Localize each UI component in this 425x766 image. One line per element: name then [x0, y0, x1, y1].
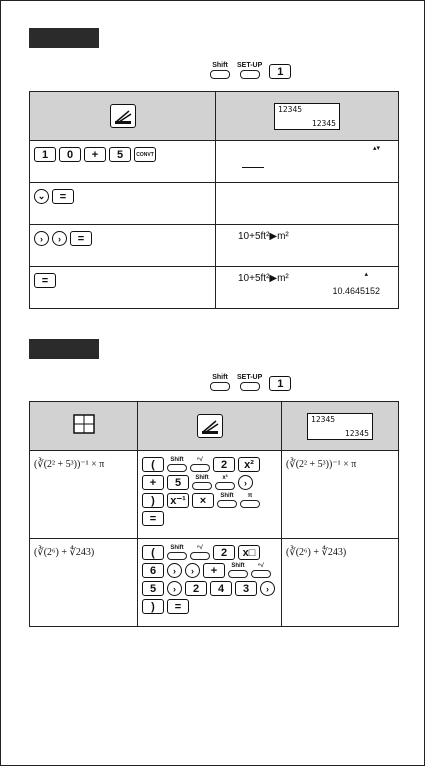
calc-key: Shift: [167, 545, 187, 560]
calc-key: ): [142, 493, 164, 508]
lcd-icon: 12345 12345: [274, 103, 340, 130]
key-right: ›: [34, 231, 49, 246]
calc-key: Shift: [167, 457, 187, 472]
key-0: 0: [59, 147, 81, 162]
calc-key: Shift: [228, 563, 248, 578]
setup-sequence-2: [210, 374, 291, 391]
display-row-4: 10+5ft²▶m² ▴ 10.4645152: [216, 267, 399, 309]
calc-key: 2: [213, 545, 235, 560]
calc-key: Shift: [192, 475, 212, 490]
calc-key: x⁻¹: [167, 493, 189, 508]
result-row-1: (∛(2² + 5³))⁻¹ × π: [282, 451, 399, 539]
calc-key: (: [142, 545, 164, 560]
hand-press-icon: [110, 104, 136, 128]
display-row-2: [216, 183, 399, 225]
display-header: [216, 92, 399, 141]
keys-row-1: [138, 451, 282, 539]
keypress-header: [138, 402, 282, 451]
key-down: ⌄: [34, 189, 49, 204]
calc-key: π: [240, 493, 260, 508]
keys-row-3: [30, 225, 216, 267]
calc-key: x²: [238, 457, 260, 472]
table-2: [29, 401, 399, 627]
table-1: [29, 91, 399, 309]
calc-key: ⁿ√: [251, 563, 271, 578]
calc-key: 6: [142, 563, 164, 578]
calc-key: ⁿ√: [190, 457, 210, 472]
expr-row-1: (∛(2² + 5³))⁻¹ × π: [30, 451, 138, 539]
scroll-up-icon: ▴: [364, 271, 368, 278]
math-input-header: [30, 402, 138, 451]
key-equals: =: [52, 189, 74, 204]
calc-key: 2: [213, 457, 235, 472]
key-equals: =: [70, 231, 92, 246]
calc-key: x³: [215, 475, 235, 490]
hand-press-icon: [197, 414, 223, 438]
math-mode-icon: [73, 414, 95, 439]
key-1: 1: [269, 376, 291, 391]
keys-row-4: [30, 267, 216, 309]
calc-key: ›: [238, 475, 253, 490]
shift-key: Shift: [210, 62, 230, 79]
result-row-2: (∛(2⁶) + ∜243): [282, 539, 399, 627]
calc-key: 3: [235, 581, 257, 596]
calc-key: (: [142, 457, 164, 472]
setup-key: SET-UP: [237, 62, 262, 79]
calc-key: 5: [167, 475, 189, 490]
calc-key: ›: [185, 563, 200, 578]
keys-row-1: [30, 141, 216, 183]
key-convt: CONVT: [134, 147, 156, 162]
example-tag-2: [29, 339, 99, 359]
calc-key: ×: [192, 493, 214, 508]
calc-key: 4: [210, 581, 232, 596]
key-right: ›: [52, 231, 67, 246]
keys-row-2: [138, 539, 282, 627]
key-1: 1: [34, 147, 56, 162]
lcd-icon: 12345 12345: [307, 413, 373, 440]
setup-sequence-1: [210, 62, 291, 79]
calc-key: Shift: [217, 493, 237, 508]
calc-key: 5: [142, 581, 164, 596]
display-header: [282, 402, 399, 451]
scroll-arrows-icon: ▴▾: [372, 145, 380, 152]
calc-key: =: [167, 599, 189, 614]
calc-key: ⁿ√: [190, 545, 210, 560]
expr-row-2: (∛(2⁶) + ∜243): [30, 539, 138, 627]
calc-key: ›: [167, 563, 182, 578]
example-tag-1: [29, 28, 99, 48]
key-1: 1: [269, 64, 291, 79]
calc-key: =: [142, 511, 164, 526]
key-equals: =: [34, 273, 56, 288]
cursor-line: [242, 167, 264, 168]
calc-key: ): [142, 599, 164, 614]
keypress-header: [30, 92, 216, 141]
calc-key: +: [142, 475, 164, 490]
calc-key: 2: [185, 581, 207, 596]
key-5: 5: [109, 147, 131, 162]
shift-key: Shift: [210, 374, 230, 391]
display-row-3: 10+5ft²▶m²: [216, 225, 399, 267]
display-row-1: [216, 141, 399, 183]
keys-row-2: [30, 183, 216, 225]
setup-key: SET-UP: [237, 374, 262, 391]
calc-key: ›: [167, 581, 182, 596]
key-plus: +: [84, 147, 106, 162]
calc-key: +: [203, 563, 225, 578]
calc-key: x□: [238, 545, 260, 560]
calc-key: ›: [260, 581, 275, 596]
